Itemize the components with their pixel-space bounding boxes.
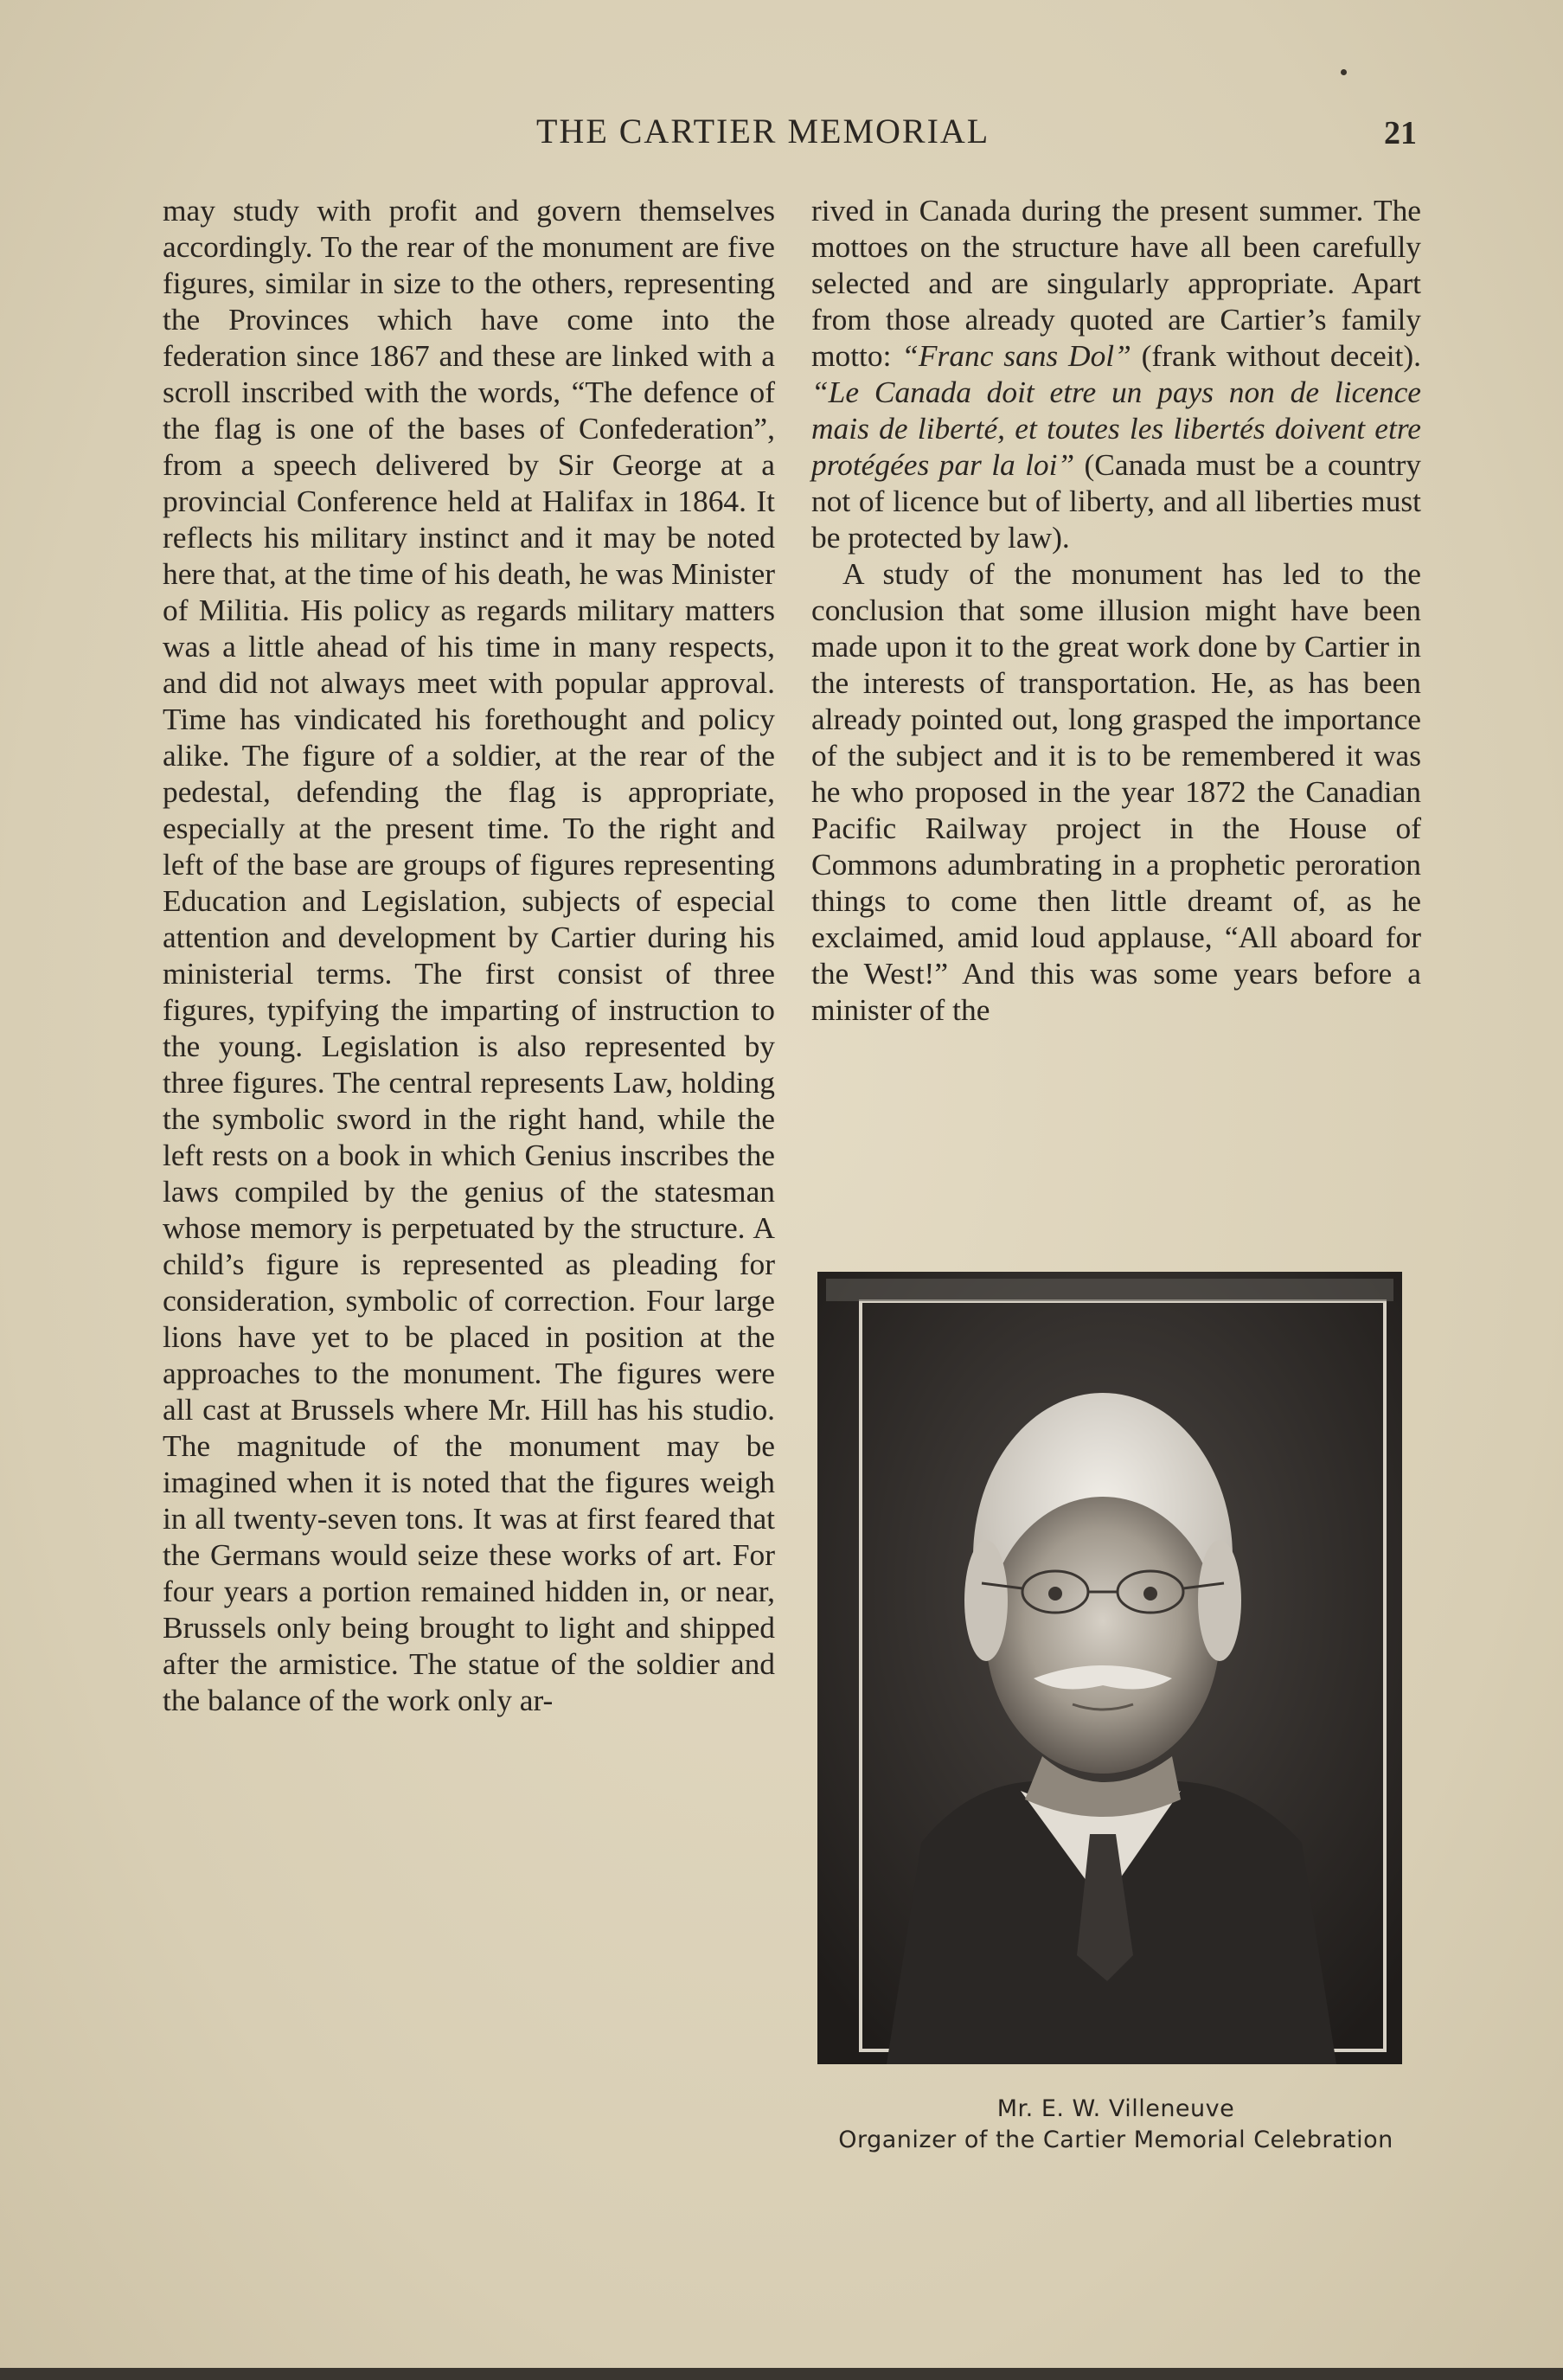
running-title: THE CARTIER MEMORIAL — [536, 112, 990, 151]
text-span: (frank without deceit). — [1131, 338, 1421, 373]
right-column — [811, 192, 1421, 1028]
print-speck — [1341, 69, 1347, 75]
right-paragraph-2: A study of the monument has led to the conclusion that some illusion might have been made upon it to the great work done by Cartier in the interests of transportation. He, as has been already pointed out, long grasped the importance of the subject and it is to be remembered it was he who proposed in the year 1872 the Canadian Pacific Railway project in the House of Commons adumbrating in a prophetic peroration things to come then little dreamt of, as he exclaimed, amid loud applause, “All aboard for the West!” And this was some years before a minister of the — [811, 556, 1421, 1027]
family-motto: “Franc sans Dol” — [901, 338, 1131, 373]
text-span: rived in Canada during the present summer. The mottoes on the structure have all been carefully selected and are singularly appropriate. Apart from those already quoted are Cartier’s family motto: — [811, 193, 1421, 373]
page-edge — [0, 2368, 1563, 2380]
left-paragraph: may study with profit and govern themselves accordingly. To the rear of the monument are five figures, similar in size to the others, representing the Provinces which have come into the federation since 1867 and these are linked with a scroll inscribed with the words, “The defence of the flag is one of the bases of Confederation”, from a speech delivered by Sir George at a provincial Conference held at Halifax in 1864. It reflects his military instinct and it may be noted here that, at the time of his death, he was Minister of Militia. His policy as regards military matters was a little ahead of his time in many respects, and did not always meet with popular approval. Time has vindicated his forethought and policy alike. The figure of a soldier, at the rear of the pedestal, defending the flag is appropriate, especially at the present time. To the right and left of the base are groups of figures representing Education and Legislation, subjects of especial attention and development by Cartier during his ministerial terms. The first consist of three figures, typifying the imparting of instruction to the young. Legislation is also represented by three figures. The central represents Law, holding the symbolic sword in the right hand, while the left rests on a book in which Genius inscribes the laws compiled by the genius of the statesman whose memory is perpetuated by the structure. A child’s figure is represented as pleading for consideration, symbolic of correction. Four large lions have yet to be placed in position at the approaches to the monument. The figures were all cast at Brussels where Mr. Hill has his studio. The magnitude of the monument may be imagined when it is noted that the figures weigh in all twenty-seven tons. It was at first feared that the Germans would seize these works of art. For four years a portion remained hidden in, or near, Brussels only being brought to light and shipped after the armistice. The statue of the soldier and the balance of the work only ar- — [163, 193, 775, 1717]
portrait-photo — [817, 1272, 1402, 2064]
page-number: 21 — [1384, 115, 1417, 151]
photo-caption — [804, 2094, 1427, 2156]
right-paragraph-1 — [811, 192, 1421, 555]
left-column — [163, 192, 775, 1718]
caption-description: Organizer of the Cartier Memorial Celebration — [838, 2127, 1393, 2153]
text-span: (Canada must be a country not of licence but of liberty, and all liberties must be protected by law). — [811, 447, 1421, 555]
french-quote: “Le Canada doit etre un pays non de licence mais de liberté, et toutes les libertés doivent etre protégées par la loi” — [811, 375, 1421, 482]
caption-name: Mr. E. W. Villeneuve — [996, 2095, 1235, 2122]
running-header — [0, 111, 1563, 163]
